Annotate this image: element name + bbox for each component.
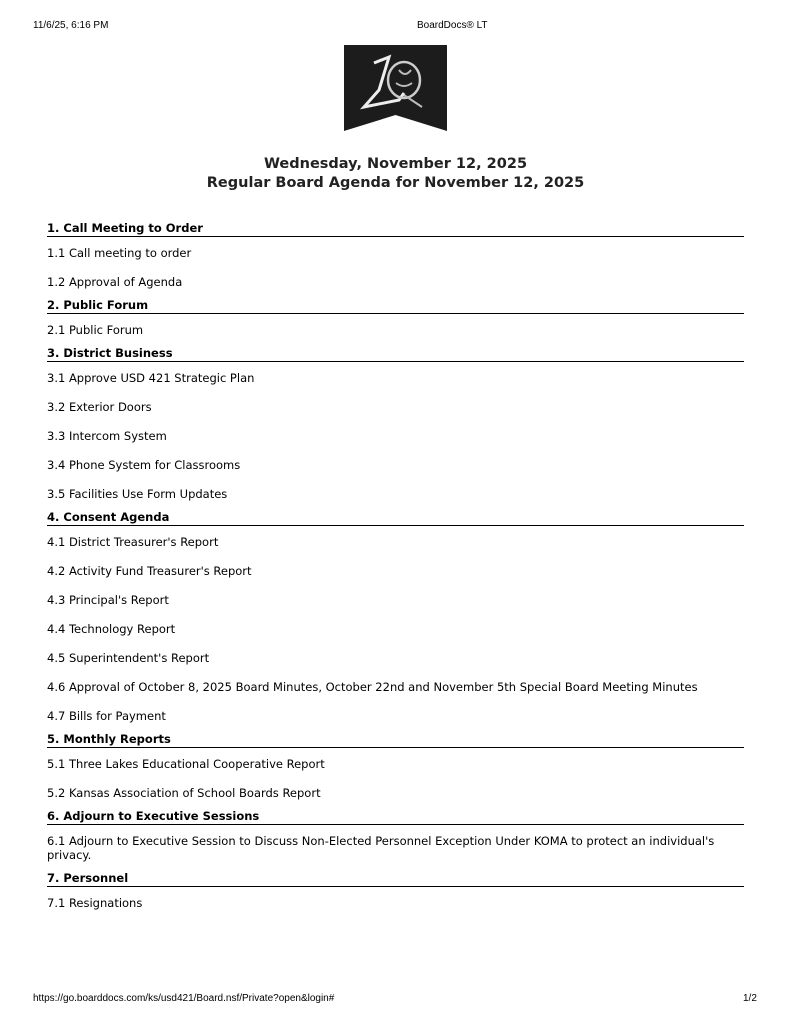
agenda-item[interactable]: 1.1 Call meeting to order (47, 246, 192, 260)
tiger-logo-icon (344, 45, 447, 131)
agenda-list (47, 221, 744, 919)
agenda-item[interactable]: 1.2 Approval of Agenda (47, 275, 183, 289)
section-heading: 2. Public Forum (47, 298, 744, 314)
agenda-item[interactable]: 3.2 Exterior Doors (47, 400, 152, 414)
agenda-item[interactable]: 4.7 Bills for Payment (47, 709, 166, 723)
agenda-item[interactable]: 4.4 Technology Report (47, 622, 176, 636)
print-app-title: BoardDocs® LT (417, 20, 488, 31)
agenda-item[interactable]: 6.1 Adjourn to Executive Session to Discuss Non-Elected Personnel Exception Under KOMA to protect an individual's privacy. (47, 834, 715, 862)
agenda-item[interactable]: 4.5 Superintendent's Report (47, 651, 210, 665)
page-url: https://go.boarddocs.com/ks/usd421/Board.nsf/Private?open&login# (33, 993, 335, 1004)
section-heading: 4. Consent Agenda (47, 510, 744, 526)
agenda-item[interactable]: 3.1 Approve USD 421 Strategic Plan (47, 371, 255, 385)
print-datetime: 11/6/25, 6:16 PM (33, 20, 109, 31)
agenda-item[interactable]: 3.4 Phone System for Classrooms (47, 458, 241, 472)
section-heading: 3. District Business (47, 346, 744, 362)
meeting-date: Wednesday, November 12, 2025 (263, 156, 528, 172)
agenda-item[interactable]: 2.1 Public Forum (47, 323, 144, 337)
agenda-item[interactable]: 5.1 Three Lakes Educational Cooperative Report (47, 757, 325, 771)
agenda-item[interactable]: 4.1 District Treasurer's Report (47, 535, 219, 549)
agenda-item[interactable]: 3.3 Intercom System (47, 429, 167, 443)
agenda-item[interactable]: 4.3 Principal's Report (47, 593, 169, 607)
page-number: 1/2 (743, 993, 757, 1004)
agenda-item[interactable]: 3.5 Facilities Use Form Updates (47, 487, 228, 501)
section-heading: 6. Adjourn to Executive Sessions (47, 809, 744, 825)
agenda-item[interactable]: 4.2 Activity Fund Treasurer's Report (47, 564, 252, 578)
meeting-title: Regular Board Agenda for November 12, 2025 (206, 175, 585, 191)
section-heading: 5. Monthly Reports (47, 732, 744, 748)
section-heading: 1. Call Meeting to Order (47, 221, 744, 237)
agenda-item[interactable]: 4.6 Approval of October 8, 2025 Board Minutes, October 22nd and November 5th Special Board Meeting Minutes (47, 680, 698, 694)
agenda-item[interactable]: 5.2 Kansas Association of School Boards Report (47, 786, 321, 800)
section-heading: 7. Personnel (47, 871, 744, 887)
agenda-item[interactable]: 7.1 Resignations (47, 896, 143, 910)
